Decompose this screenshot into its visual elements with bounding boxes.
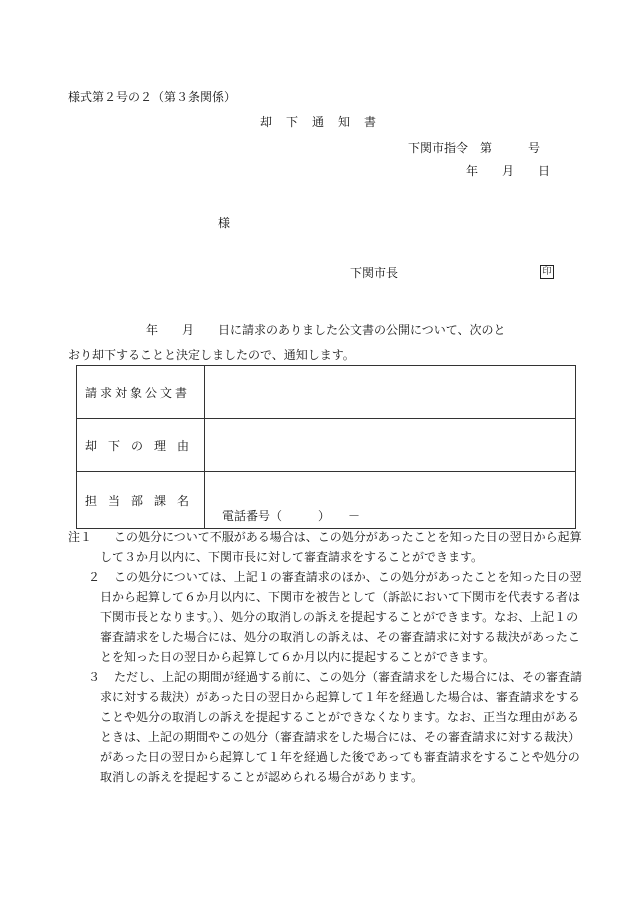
note-item — [68, 667, 588, 787]
note-number: 注１ — [68, 530, 93, 544]
note-text: ただし、上記の期間が経過する前に、この処分（審査請求をした場合には、その審査請求に対する裁決）があった日の翌日から起算して１年を経過した場合は、審査請求をすることや処分の取消しの訴えを提起することができなくなります。なお、正当な理由があるときは、上記の期間やこの処分（審査請求をした場合には、その審査請求に対する裁決）があった日の翌日から起算して１年を経過した後であっても審査請求をすることや処分の取消しの訴えを提起することが認められる場合があります。 — [100, 670, 583, 784]
body-text — [68, 318, 588, 368]
label-department: 担当部課名 — [77, 472, 205, 529]
notes — [68, 527, 588, 787]
note-item — [68, 527, 588, 567]
label-rejection-reason: 却下の理由 — [77, 419, 205, 472]
note-number: ３ — [88, 670, 101, 684]
info-table — [76, 365, 576, 529]
table-row — [77, 419, 576, 472]
form-label: 様式第２号の２（第３条関係） — [68, 90, 237, 104]
order-number: 下関市指令 第 号 — [408, 141, 541, 155]
issue-date: 年 月 日 — [466, 164, 551, 178]
value-target-document — [205, 366, 576, 419]
value-rejection-reason — [205, 419, 576, 472]
body-line-2: おり却下することと決定しましたので、通知します。 — [68, 348, 355, 362]
note-item — [68, 567, 588, 667]
seal-icon: 印 — [540, 265, 554, 279]
note-text: この処分については、上記１の審査請求のほか、この処分があったことを知った日の翌日から起算して６か月以内に、下関市を被告として（訴訟において下関市を代表する者は下関市長となります。）、処分の取消しの訴えを提起することができます。なお、上記１の審査請求をした場合には、処分の取消しの訴えは、その審査請求に対する裁決があったことを知った日の翌日から起算して６か月以内に提起することができます。 — [100, 570, 582, 664]
document-title: 却下通知書 — [260, 115, 391, 129]
phone-number: 電話番号（ ） － — [222, 508, 361, 523]
table-row — [77, 366, 576, 419]
note-number: ２ — [88, 570, 101, 584]
addressee: 様 — [218, 216, 231, 230]
label-target-document: 請求対象公文書 — [77, 366, 205, 419]
table-row — [77, 472, 576, 529]
sender-mayor: 下関市長 — [350, 266, 399, 280]
body-line-1: 年 月 日に請求のありました公文書の公開について、次のと — [146, 323, 506, 337]
value-department — [205, 472, 576, 529]
note-text: この処分について不服がある場合は、この処分があったことを知った日の翌日から起算して３か月以内に、下関市長に対して審査請求をすることができます。 — [100, 530, 582, 564]
